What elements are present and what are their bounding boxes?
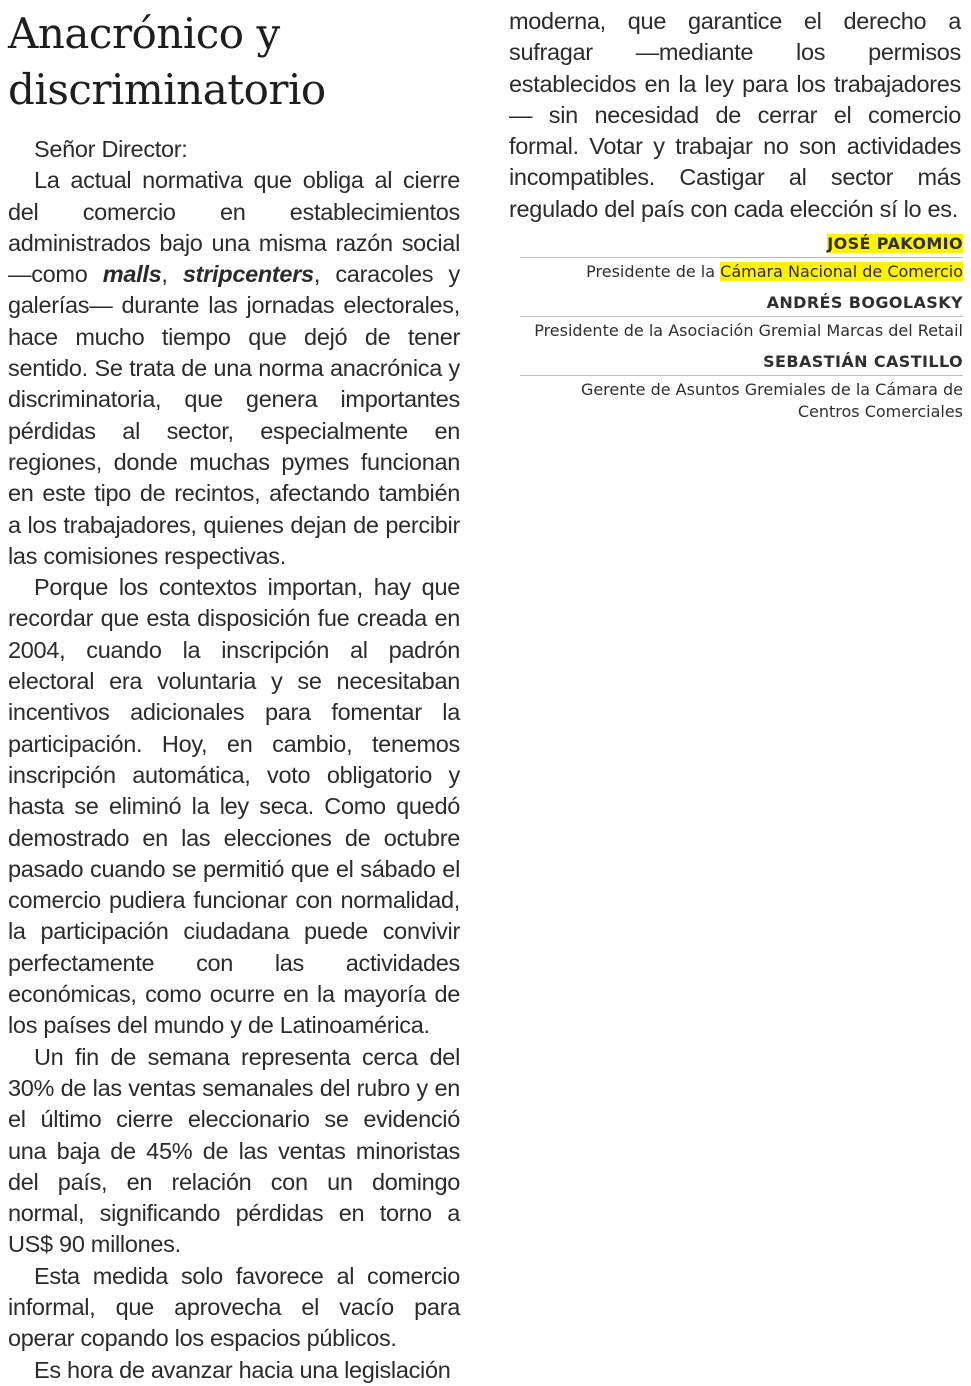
salutation: Señor Director: — [34, 136, 188, 162]
signatory-3-role: Gerente de Asuntos Gremiales de la Cámara de Centros Comerciales — [580, 380, 963, 421]
paragraph-5-continued: moderna, que garantice el derecho a sufragar —mediante los permisos establecidos en la ley para los trabajadores— sin necesidad de cerrar el comercio formal. Votar y trabajar no son actividades incompatibles. Castigar al sector más regulado del país con cada elección sí lo es. — [509, 8, 961, 222]
paragraph-2: Porque los contextos importan, hay que recordar que esta disposición fue creada en 2004, cuando la inscripción al padrón electoral era voluntaria y se necesitaban incentivos adicionales para fomentar la participación. Hoy, en cambio, tenemos inscripción automática, voto obligatorio y hasta se eliminó la ley seca. Como quedó demostrado en las elecciones de octubre pasado cuando se permitió que el sábado el comercio pudiera funcionar con normalidad, la participación ciudadana puede convivir perfectamente con las actividades económicas, como ocurre en la mayoría de los países del mundo y de Latinoamérica. — [8, 574, 460, 1039]
paragraph-5-start: Es hora de avanzar hacia una legislación — [34, 1356, 451, 1383]
paragraph-1 — [8, 165, 460, 572]
signatory-2-role: Presidente de la Asociación Gremial Marcas del Retail — [534, 321, 963, 340]
term-stripcenters: stripcenters — [182, 261, 314, 288]
letter-headline — [8, 6, 478, 118]
letter-column-right — [509, 6, 961, 225]
paragraph-4: Esta medida solo favorece al comercio informal, que aprovecha el vacío para operar copando los espacios públicos. — [8, 1262, 460, 1352]
highlight-organization: Cámara Nacional de Comercio — [720, 262, 963, 281]
paragraph-1-text-b: , caracoles y galerías— durante las jornadas electorales, hace mucho tiempo que dejó de tener sentido. Se trata de una norma anacrónica y discriminatoria, que genera importantes pérdidas al sector, especialmente en regiones, donde muchas pymes funcionan en este tipo de recintos, afectando también a los trabajadores, quienes dejan de percibir las comisiones respectivas. — [8, 261, 460, 569]
term-malls: malls — [102, 261, 162, 288]
signatory-1-role — [520, 258, 963, 283]
signatory-1-role-text: Presidente de la — [586, 262, 721, 281]
signatory-2-name: ANDRÉS BOGOLASKY — [520, 291, 963, 317]
letter-column-left — [8, 134, 460, 1386]
paragraph-1-text-a: La actual normativa que obliga al cierre del comercio en establecimientos administrados bajo una misma razón social —como — [8, 167, 460, 288]
paragraph-3: Un fin de semana representa cerca del 30% de las ventas semanales del rubro y en el último cierre eleccionario se evidenció una baja de 45% de las ventas minoristas del país, en relación con un domingo normal, significando pérdidas en torno a US$ 90 millones. — [8, 1043, 460, 1258]
highlight-name: JOSÉ PAKOMIO — [827, 234, 963, 253]
signatures-block — [520, 232, 963, 431]
headline-line-2: discriminatorio — [8, 65, 326, 114]
headline-line-1: Anacrónico y — [8, 9, 280, 58]
signatory-3-name: SEBASTIÁN CASTILLO — [520, 350, 963, 376]
signatory-1-name — [520, 232, 963, 258]
paragraph-1-comma: , — [161, 261, 183, 288]
